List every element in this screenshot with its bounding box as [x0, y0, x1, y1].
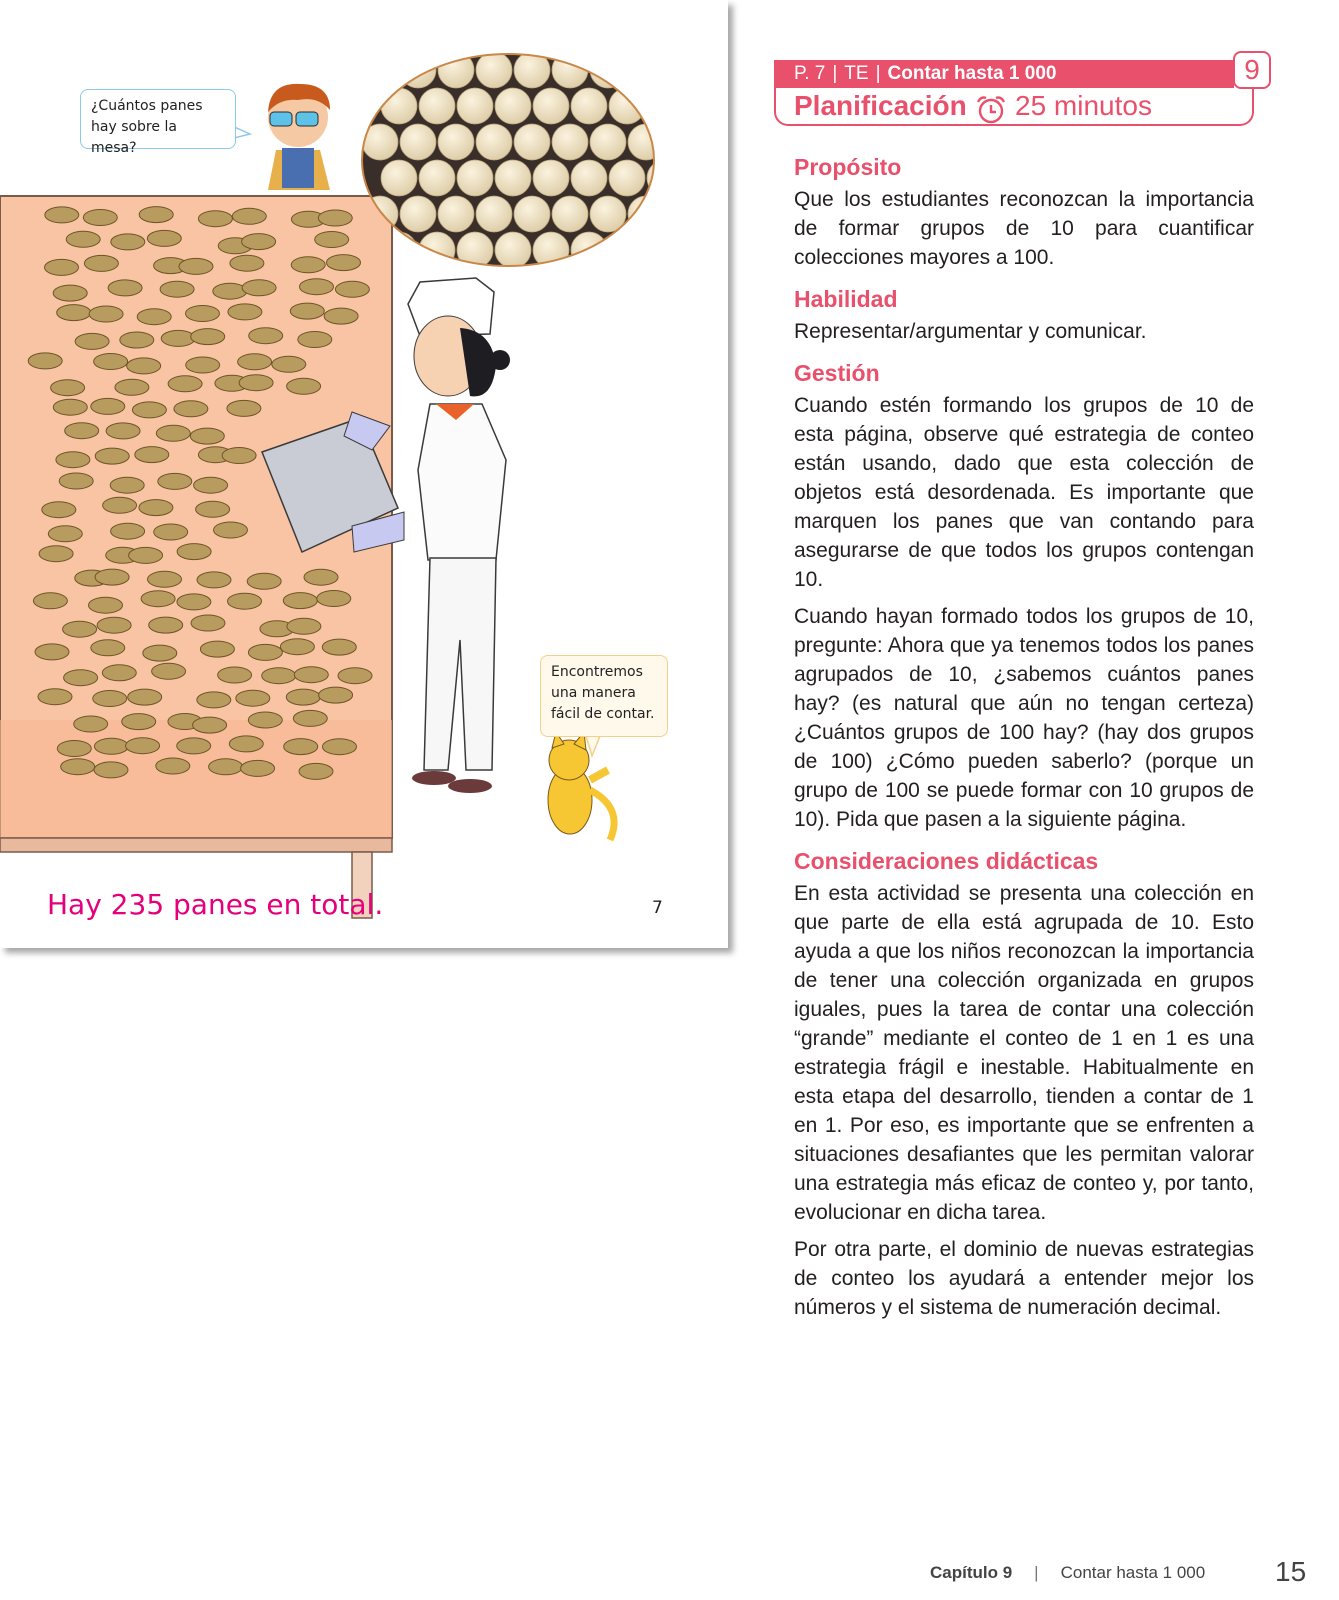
table-edge: [0, 838, 392, 852]
bread-roll: [283, 593, 317, 609]
bread-roll: [97, 617, 131, 633]
bread-roll: [57, 741, 91, 757]
bread-roll: [143, 645, 177, 661]
text-habilidad: Representar/argumentar y comunicar.: [794, 320, 1147, 343]
bread-roll: [327, 255, 361, 271]
bread-roll: [299, 763, 333, 779]
bread-roll: [227, 400, 261, 416]
footer-page-number: 15: [1275, 1556, 1307, 1587]
dough-ball: [571, 232, 607, 268]
alarm-clock-icon: [975, 94, 1007, 124]
dough-ball: [495, 88, 531, 124]
dough-ball: [552, 196, 588, 232]
dough-ball: [381, 88, 417, 124]
bread-roll: [95, 569, 129, 585]
boy-character: [268, 84, 330, 190]
bread-roll: [74, 716, 108, 732]
cat-character: [548, 732, 614, 840]
bread-roll: [108, 280, 142, 296]
bread-roll: [177, 738, 211, 754]
heading-consideraciones: Consideraciones didácticas: [794, 848, 1099, 874]
dough-ball: [514, 196, 550, 232]
bread-roll: [229, 736, 263, 752]
bread-roll: [174, 401, 208, 417]
bread-roll: [280, 639, 314, 655]
bread-roll: [242, 280, 276, 296]
bread-roll: [53, 285, 87, 301]
speech-bubble-boy-text: ¿Cuántos panes hay sobre la mesa?: [91, 98, 203, 156]
bread-roll: [200, 641, 234, 657]
footer-topic: Contar hasta 1 000: [1060, 1563, 1206, 1582]
bread-roll: [66, 231, 100, 247]
bread-roll: [177, 594, 211, 610]
text-proposito: Que los estudiantes reconozcan la importancia de formar grupos de 10 para cuantificar colecciones mayores a 100.: [794, 188, 1254, 269]
bread-roll: [39, 546, 73, 562]
bread-roll: [284, 739, 318, 755]
bread-roll: [272, 356, 306, 372]
bread-roll: [139, 207, 173, 223]
bread-roll: [291, 257, 325, 273]
bread-roll: [94, 738, 128, 754]
bread-roll: [127, 358, 161, 374]
bread-roll: [93, 691, 127, 707]
bread-roll: [248, 644, 282, 660]
dough-ball: [495, 232, 531, 268]
bread-roll: [33, 593, 67, 609]
bread-roll: [228, 304, 262, 320]
dough-ball: [476, 196, 512, 232]
bread-roll: [122, 714, 156, 730]
text-gestion-2: Cuando hayan formado todos los grupos de 10, pregunte: Ahora que ya tenemos todos los panes agrupados de 10, ¿sabemos cuántos panes hay? (es natural que aún no tengan certeza) ¿Cuántos grupos de 100 hay? (hay dos grupos de 100) ¿Cómo pueden saberlo? (porque un grupo de 100 se puede formar con 10 grupos de 10). Pida que pasen a la siguiente página.: [794, 605, 1254, 831]
bread-roll: [111, 234, 145, 250]
bread-roll: [198, 211, 232, 227]
bread-roll: [91, 640, 125, 656]
bread-roll: [161, 330, 195, 346]
bread-roll: [65, 423, 99, 439]
dough-ball: [533, 88, 569, 124]
bread-roll: [56, 452, 90, 468]
dough-ball: [590, 124, 626, 160]
chapter-badge: 9: [1233, 51, 1271, 89]
dough-ball: [362, 52, 398, 88]
bread-roll: [126, 738, 160, 754]
te-label: TE: [844, 63, 869, 84]
bread-roll: [232, 208, 266, 224]
heading-gestion: Gestión: [794, 360, 880, 386]
bread-roll: [132, 402, 166, 418]
bread-roll: [186, 357, 220, 373]
bread-roll: [45, 259, 79, 275]
bread-roll: [230, 255, 264, 271]
bread-roll: [293, 710, 327, 726]
bread-roll: [139, 500, 173, 516]
bread-roll: [152, 663, 186, 679]
bread-roll: [318, 210, 352, 226]
bread-roll: [154, 524, 188, 540]
bread-roll: [59, 473, 93, 489]
dough-ball: [552, 52, 588, 88]
bread-roll: [262, 668, 296, 684]
bread-roll: [222, 448, 256, 464]
speech-bubble-boy: [80, 89, 236, 156]
dough-ball: [552, 124, 588, 160]
dough-ball: [495, 160, 531, 196]
bread-roll: [335, 281, 369, 297]
bread-roll: [111, 523, 145, 539]
text-consideraciones-1: En esta actividad se presenta una colección en que parte de ella está agrupada de 10. Esto ayuda a que los niños reconozcan la importancia de tener una colección organizada en grupos iguales, pues la tarea de contar una colección “grande” mediante el conteo de 1 en 1 es una estrategia frágil e inestable. Habitualmente en esta etapa del desarrollo, tienden a contar de 1 en 1. Por eso, es importante que se enfrenten a situaciones desafiantes que les permitan valorar una estrategia más eficaz de conteo y, por tanto, evolucionar en dicha tarea.: [794, 882, 1254, 1224]
student-page-number: 7: [652, 898, 663, 918]
dough-ball: [476, 124, 512, 160]
dough-ball: [647, 232, 683, 268]
planning-duration: 25 minutos: [1015, 90, 1152, 121]
bread-roll: [53, 399, 87, 415]
bread-roll: [148, 571, 182, 587]
bread-roll: [197, 692, 231, 708]
bread-roll: [242, 234, 276, 250]
bread-roll: [247, 573, 281, 589]
dough-ball: [628, 124, 664, 160]
bread-roll: [324, 308, 358, 324]
bread-roll: [51, 380, 85, 396]
dough-ball: [571, 160, 607, 196]
bread-roll: [75, 333, 109, 349]
bread-roll: [304, 569, 338, 585]
text-consideraciones-2: Por otra parte, el dominio de nuevas estrategias de conteo los ayudará a entender mejor los números y el sistema de numeración decimal.: [794, 1238, 1254, 1319]
bread-roll: [214, 522, 248, 538]
bread-roll: [238, 354, 272, 370]
dough-ball: [400, 124, 436, 160]
bread-roll: [128, 689, 162, 705]
bread-roll: [42, 502, 76, 518]
footer-chapter: Capítulo 9: [930, 1563, 1013, 1582]
dough-ball: [476, 52, 512, 88]
bread-roll: [63, 621, 97, 637]
dough-ball: [647, 88, 683, 124]
planning-title: Planificación: [794, 90, 967, 121]
dough-ball: [438, 124, 474, 160]
bread-roll: [249, 328, 283, 344]
student-page: [0, 0, 728, 948]
bread-roll: [45, 207, 79, 223]
bread-roll: [196, 501, 230, 517]
bread-roll: [228, 593, 262, 609]
bread-roll: [38, 689, 72, 705]
bread-roll: [290, 303, 324, 319]
bread-roll: [156, 758, 190, 774]
dough-ball: [457, 88, 493, 124]
bread-roll: [57, 305, 91, 321]
bread-roll: [35, 644, 69, 660]
bread-roll: [213, 283, 247, 299]
bread-roll: [197, 572, 231, 588]
dough-ball: [533, 232, 569, 268]
bread-roll: [194, 477, 228, 493]
bread-roll: [179, 258, 213, 274]
heading-proposito: Propósito: [794, 154, 902, 180]
bread-roll: [218, 667, 252, 683]
dough-ball: [419, 160, 455, 196]
bread-roll: [94, 762, 128, 778]
bread-roll: [191, 329, 225, 345]
speech-bubble-cat: [540, 655, 668, 737]
bread-roll: [156, 425, 190, 441]
bread-roll: [315, 232, 349, 248]
bread-roll: [48, 526, 82, 542]
page-ref: P. 7: [794, 63, 826, 84]
bread-roll: [89, 306, 123, 322]
dough-ball: [571, 88, 607, 124]
bread-roll: [286, 689, 320, 705]
bread-roll: [193, 717, 227, 733]
bread-roll: [338, 668, 372, 684]
bread-roll: [64, 670, 98, 686]
bread-roll: [147, 230, 181, 246]
bread-roll: [91, 398, 125, 414]
bread-roll: [191, 615, 225, 631]
speech-bubble-cat-text: Encontremos una manera fácil de contar.: [551, 664, 655, 722]
dough-ball: [438, 196, 474, 232]
guide-content: [794, 152, 1254, 1334]
bread-roll: [84, 255, 118, 271]
dough-ball: [514, 124, 550, 160]
dough-ball: [381, 160, 417, 196]
text-gestion-1: Cuando estén formando los grupos de 10 de esta página, observe qué estrategia de conteo están usando, dado que esta colección de objetos está desordenada. Es importante que marquen los panes que van contando para asegurarse de que todos los grupos contengan 10.: [794, 394, 1254, 591]
bread-roll: [83, 210, 117, 226]
bread-roll: [317, 591, 351, 607]
bread-roll: [209, 759, 243, 775]
bread-roll: [236, 690, 270, 706]
bread-roll: [241, 760, 275, 776]
section-habilidad: [794, 284, 1254, 346]
bread-roll: [190, 428, 224, 444]
bread-roll: [95, 448, 129, 464]
dough-ball: [419, 88, 455, 124]
dough-ball: [609, 232, 645, 268]
answer-text: Hay 235 panes en total.: [47, 888, 384, 921]
section-proposito: [794, 152, 1254, 272]
bread-roll: [294, 667, 328, 683]
topic-label: Contar hasta 1 000: [887, 63, 1057, 84]
bread-roll: [102, 665, 136, 681]
bread-roll: [160, 281, 194, 297]
bread-roll: [129, 547, 163, 563]
dough-ball: [628, 52, 664, 88]
footer: Capítulo 9 | Contar hasta 1 000: [930, 1563, 1206, 1582]
bread-roll: [323, 739, 357, 755]
bread-roll: [186, 306, 220, 322]
bread-roll: [28, 353, 62, 369]
bread-roll: [115, 379, 149, 395]
bread-roll: [141, 591, 175, 607]
bread-roll: [149, 617, 183, 633]
bread-roll: [248, 712, 282, 728]
bread-roll: [89, 597, 123, 613]
bread-roll: [94, 354, 128, 370]
bread-roll: [120, 332, 154, 348]
dough-ball: [609, 88, 645, 124]
bread-roll: [298, 332, 332, 348]
dough-ball: [419, 232, 455, 268]
dough-ball: [533, 160, 569, 196]
bread-roll: [103, 497, 137, 513]
section-consideraciones: [794, 846, 1254, 1322]
bread-roll: [287, 618, 321, 634]
bread-roll: [322, 639, 356, 655]
bread-roll: [168, 376, 202, 392]
bread-roll: [158, 473, 192, 489]
bread-roll: [300, 279, 334, 295]
bread-roll: [135, 447, 169, 463]
bread-roll: [177, 544, 211, 560]
dough-ball: [400, 196, 436, 232]
heading-habilidad: Habilidad: [794, 286, 898, 312]
bread-roll: [319, 687, 353, 703]
bread-roll: [239, 375, 273, 391]
dough-ball: [457, 160, 493, 196]
bread-roll: [110, 477, 144, 493]
section-gestion: [794, 358, 1254, 834]
bread-roll: [106, 423, 140, 439]
bread-roll: [61, 759, 95, 775]
bread-roll: [137, 309, 171, 325]
header-tag-bar: P. 7 | TE | Contar hasta 1 000: [774, 60, 1234, 88]
dough-ball: [609, 160, 645, 196]
bread-roll: [287, 378, 321, 394]
